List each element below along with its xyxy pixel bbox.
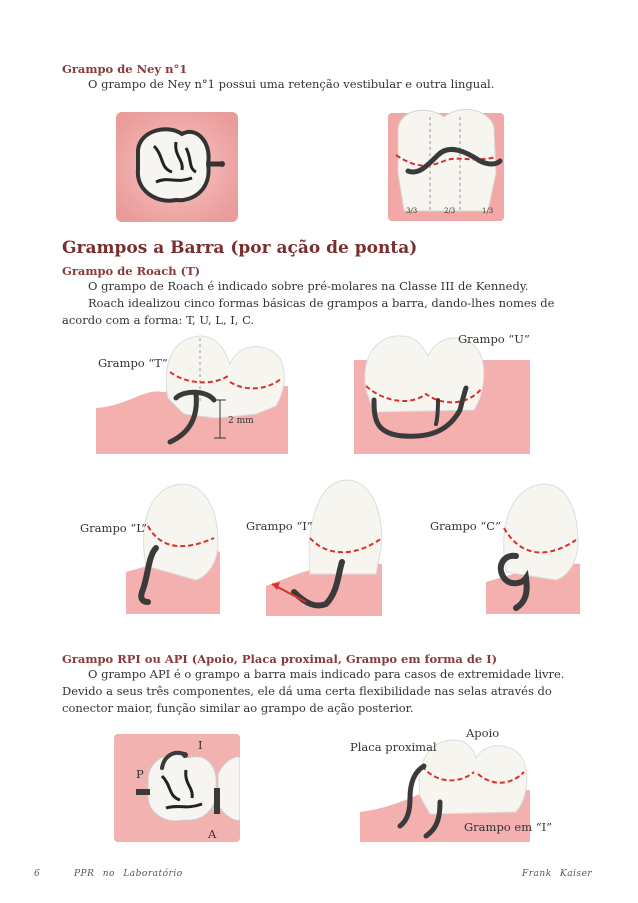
grampo-t-label: Grampo “T”: [98, 356, 168, 370]
grampo-i-label: Grampo “I”: [246, 519, 313, 533]
rpi-label-p: P: [136, 767, 144, 781]
grampo-c-label: Grampo “C”: [430, 519, 501, 533]
measure-2mm-label: 2 mm: [228, 416, 254, 426]
third-label-1: 1/3: [482, 207, 494, 215]
roach-para-1: O grampo de Roach é indicado sobre pré-molares na Classe III de Kennedy.: [88, 279, 529, 293]
page-number: 6: [34, 869, 41, 879]
grampo-u-label: Grampo “U”: [458, 332, 530, 346]
rpi-para: O grampo API é o grampo a barra mais indicado para casos de extremidade livre. Devido a seus três componentes, ele dá uma certa flexibilidade nas selas através do conector maior, função similar ao grampo de ação posterior.: [62, 667, 565, 715]
grampo-c-figure: [486, 482, 580, 614]
grampo-i-figure: [266, 478, 382, 616]
book-title: PPR no Laboratório: [74, 869, 183, 879]
third-label-2: 2/3: [444, 207, 456, 215]
ney-occlusal-figure: [116, 112, 238, 222]
ney-title: Grampo de Ney n°1: [62, 62, 188, 76]
placa-proximal-label: Placa proximal: [350, 740, 437, 754]
third-label-3: 3/3: [406, 207, 418, 215]
grampo-u-figure: [354, 330, 530, 454]
ney-text: O grampo de Ney n°1 possui uma retenção vestibular e outra lingual.: [88, 77, 495, 91]
rpi-title: Grampo RPI ou API (Apoio, Placa proximal, Grampo em forma de I): [62, 652, 498, 666]
bar-clasp-heading: Grampos a Barra (por ação de ponta): [62, 238, 418, 258]
rpi-label-a: A: [208, 827, 217, 841]
roach-para-2: Roach idealizou cinco formas básicas de grampos a barra, dando-lhes nomes de acordo com a forma: T, U, L, I, C.: [62, 296, 555, 327]
ney-buccal-figure: [388, 103, 504, 221]
roach-title: Grampo de Roach (T): [62, 264, 201, 278]
grampo-em-i-label: Grampo em “I”: [464, 820, 553, 834]
rpi-occlusal-figure: [114, 734, 240, 842]
grampo-l-figure: [126, 482, 220, 614]
rpi-label-i: I: [198, 738, 203, 752]
author-name: Frank Kaiser: [522, 869, 593, 879]
apoio-label: Apoio: [466, 726, 500, 740]
grampo-t-figure: [96, 334, 288, 454]
grampo-l-label: Grampo “L”: [80, 521, 148, 535]
